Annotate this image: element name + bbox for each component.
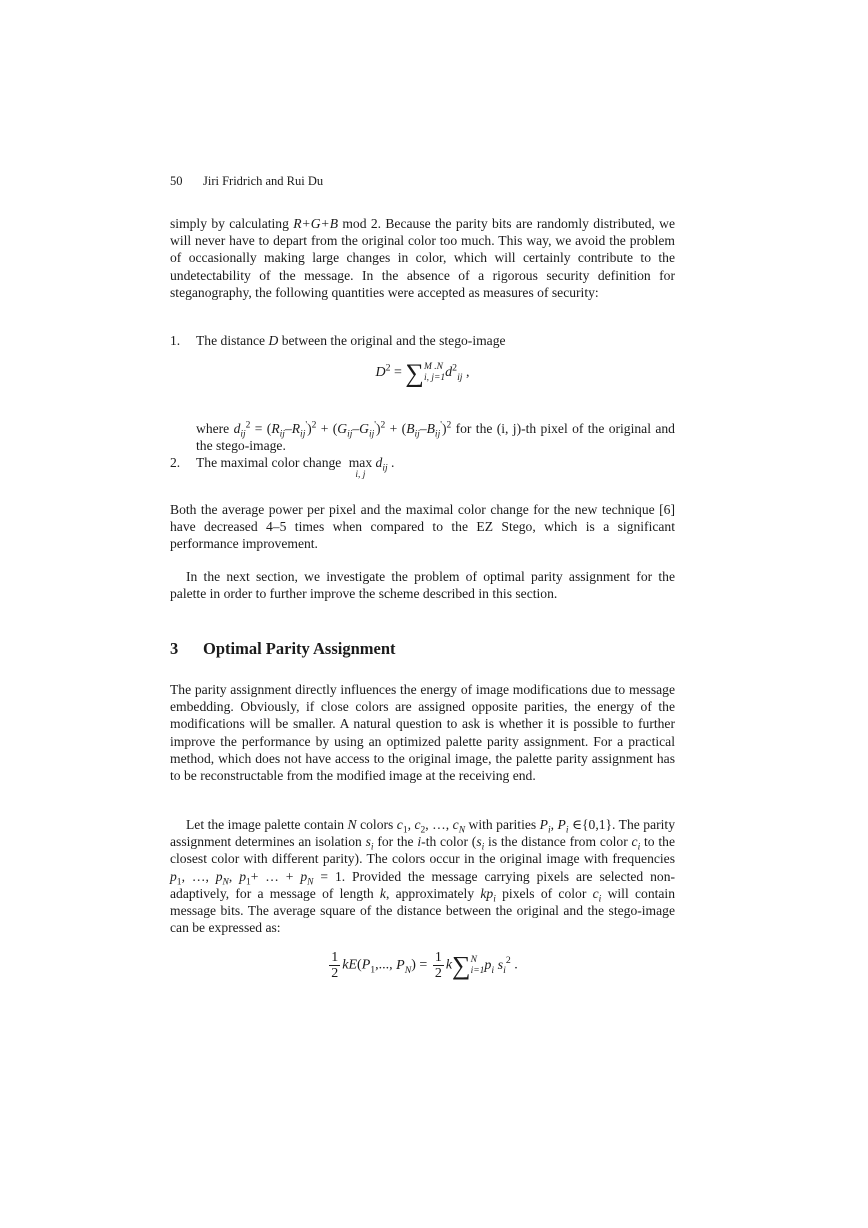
paragraph-parity: simply by calculating R+G+B mod 2. Because the parity bits are randomly distributed, we will never have to depart from the original color too much. This way, we avoid the problem of occasionally making large changes in color, which will certainly contribute to the undetectability of the message. In the absence of a rigorous security definition for steganography, the following quantities were accepted as measures of security: — [170, 216, 675, 300]
equation-distance: $D^2$ = ∑ M .N i, j=1 $d^2_{ij}$ , — [375, 358, 470, 388]
list-item-max-change: 2. The maximal color change max i, j $d_{ij}$ . — [170, 455, 395, 481]
paragraph-performance: Both the average power per pixel and the maximal color change for the new technique [6] have decreased 4–5 times when compared to the EZ Stego, which is a significant performance improvement. — [170, 502, 675, 552]
paragraph-palette-model: Let the image palette contain N colors $c_1$, $c_2$, …, $c_N$ with parities $P_i$, $P_i$ ∈{0,1}. The parity assignment determines an isolation $s_i$ for the i-th color ($s_i$ is the distance from color $c_i$ to the closest color with different parity). The colors occur in the original image with frequencies $p_1$, …, $p_N$, $p_1+$ … + $p_N = 1$. Provided the message carrying pixels are selected non-adaptively, for a message of length k, approximately $kp_i$ pixels of color $c_i$ will contain message bits. The average square of the distance between the original and the stego-image can be expressed as: — [170, 817, 676, 936]
page-number: 50 — [170, 174, 183, 188]
running-authors: Jiri Fridrich and Rui Du — [203, 174, 324, 188]
list-item-distance: 1. The distance D between the original and the stego-image — [170, 333, 506, 348]
running-header — [170, 173, 323, 190]
section-heading: 3 Optimal Parity Assignment — [170, 639, 396, 658]
distance-definition: where $d_{ij}^2 = (R_{ij}-R_{ij}')^2 + (G_{ij}-G_{ij}')^2 + (B_{ij}-B_{ij}')^2$ for the (i, j)-th pixel of the original and the stego-image. 2. The maximal color change max i, j $d_{ij}$ . — [170, 420, 675, 481]
paragraph-parity-assignment: The parity assignment directly influences the energy of image modifications due to message embedding. Obviously, if close colors are assigned opposite parities, the energy of the modifications will be smaller. A natural question to ask is whether it is possible to further improve the performance by using an optimized palette parity assignment. For a practical method, which does not have access to the original image, the palette parity assignment has to be reconstructable from the modified image at the receiving end. — [170, 682, 675, 784]
security-measures-list — [170, 332, 675, 349]
equation-energy: $\frac{1}{2}$ $kE(P_1$,..., $P_N$) = $\frac{1}{2}$ k∑ N i=1 $p_i$ $s_i^2$ . — [331, 950, 518, 981]
paragraph-next-section: In the next section, we investigate the problem of optimal parity assignment for the palette in order to further improve the scheme described in this section. — [170, 569, 675, 602]
